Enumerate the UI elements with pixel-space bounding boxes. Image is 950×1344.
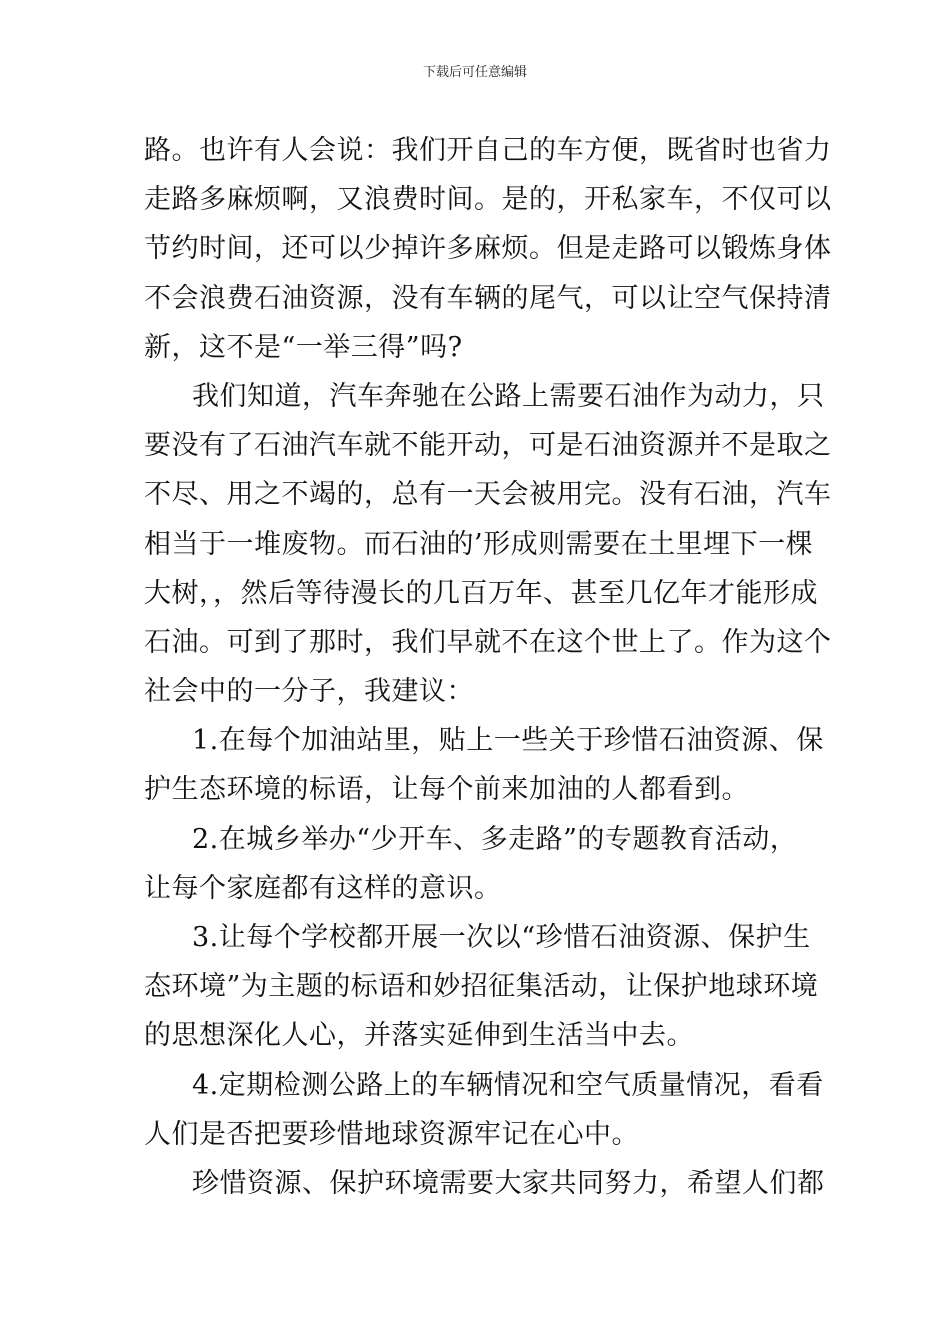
text-line: 不会浪费石油资源，没有车辆的尾气，可以让空气保持清 [144,282,832,314]
text-line: 我们知道，汽车奔驰在公路上需要石油作为动力，只 [192,380,825,412]
text-line: 1.在每个加油站里，贴上一些关于珍惜石油资源、保 [192,725,824,757]
text-line: 走路多麻烦啊，又浪费时间。是的，开私家车，不仅可以 [144,184,832,216]
text-line: 让每个家庭都有这样的意识。 [144,872,502,904]
text-line: 2.在城乡举办“少开车、多走路”的专题教育活动， [192,823,798,855]
text-line: 4.定期检测公路上的车辆情况和空气质量情况，看看 [192,1069,824,1101]
text-line: 不尽、用之不竭的，总有一天会被用完。没有石油，汽车 [144,479,832,511]
text-line: 珍惜资源、保护环境需要大家共同努力，希望人们都 [192,1167,825,1199]
text-line: 要没有了石油汽车就不能开动，可是石油资源并不是取之 [144,430,832,462]
text-line: 节约时间，还可以少掉许多麻烦。但是走路可以锻炼身体 [144,233,832,265]
text-line: 新，这不是“一举三得”吗? [144,331,463,363]
text-line: 3.让每个学校都开展一次以“珍惜石油资源、保护生 [192,922,811,953]
page-header: 下载后可任意编辑 [422,65,527,80]
text-line: 态环境”为主题的标语和妙招征集活动，让保护地球环境 [144,971,819,1003]
text-line: 护生态环境的标语，让每个前来加油的人都看到。 [144,774,749,806]
text-line: 社会中的一分子，我建议： [144,676,474,708]
text-line: 人们是否把要珍惜地球资源牢记在心中。 [144,1118,639,1150]
text-line: 大树，，然后等待漫长的几百万年、甚至几亿年才能形成 [144,577,818,609]
text-line: 路。也许有人会说：我们开自己的车方便，既省时也省力 [144,135,832,166]
text-line: 相当于一堆废物。而石油的’形成则需要在土里埋下一棵 [144,528,814,560]
text-line: 石油。可到了那时，我们早就不在这个世上了。作为这个 [144,626,832,658]
text-line: 的思想深化人心，并落实延伸到生活当中去。 [144,1020,694,1052]
body-text [144,126,832,1208]
